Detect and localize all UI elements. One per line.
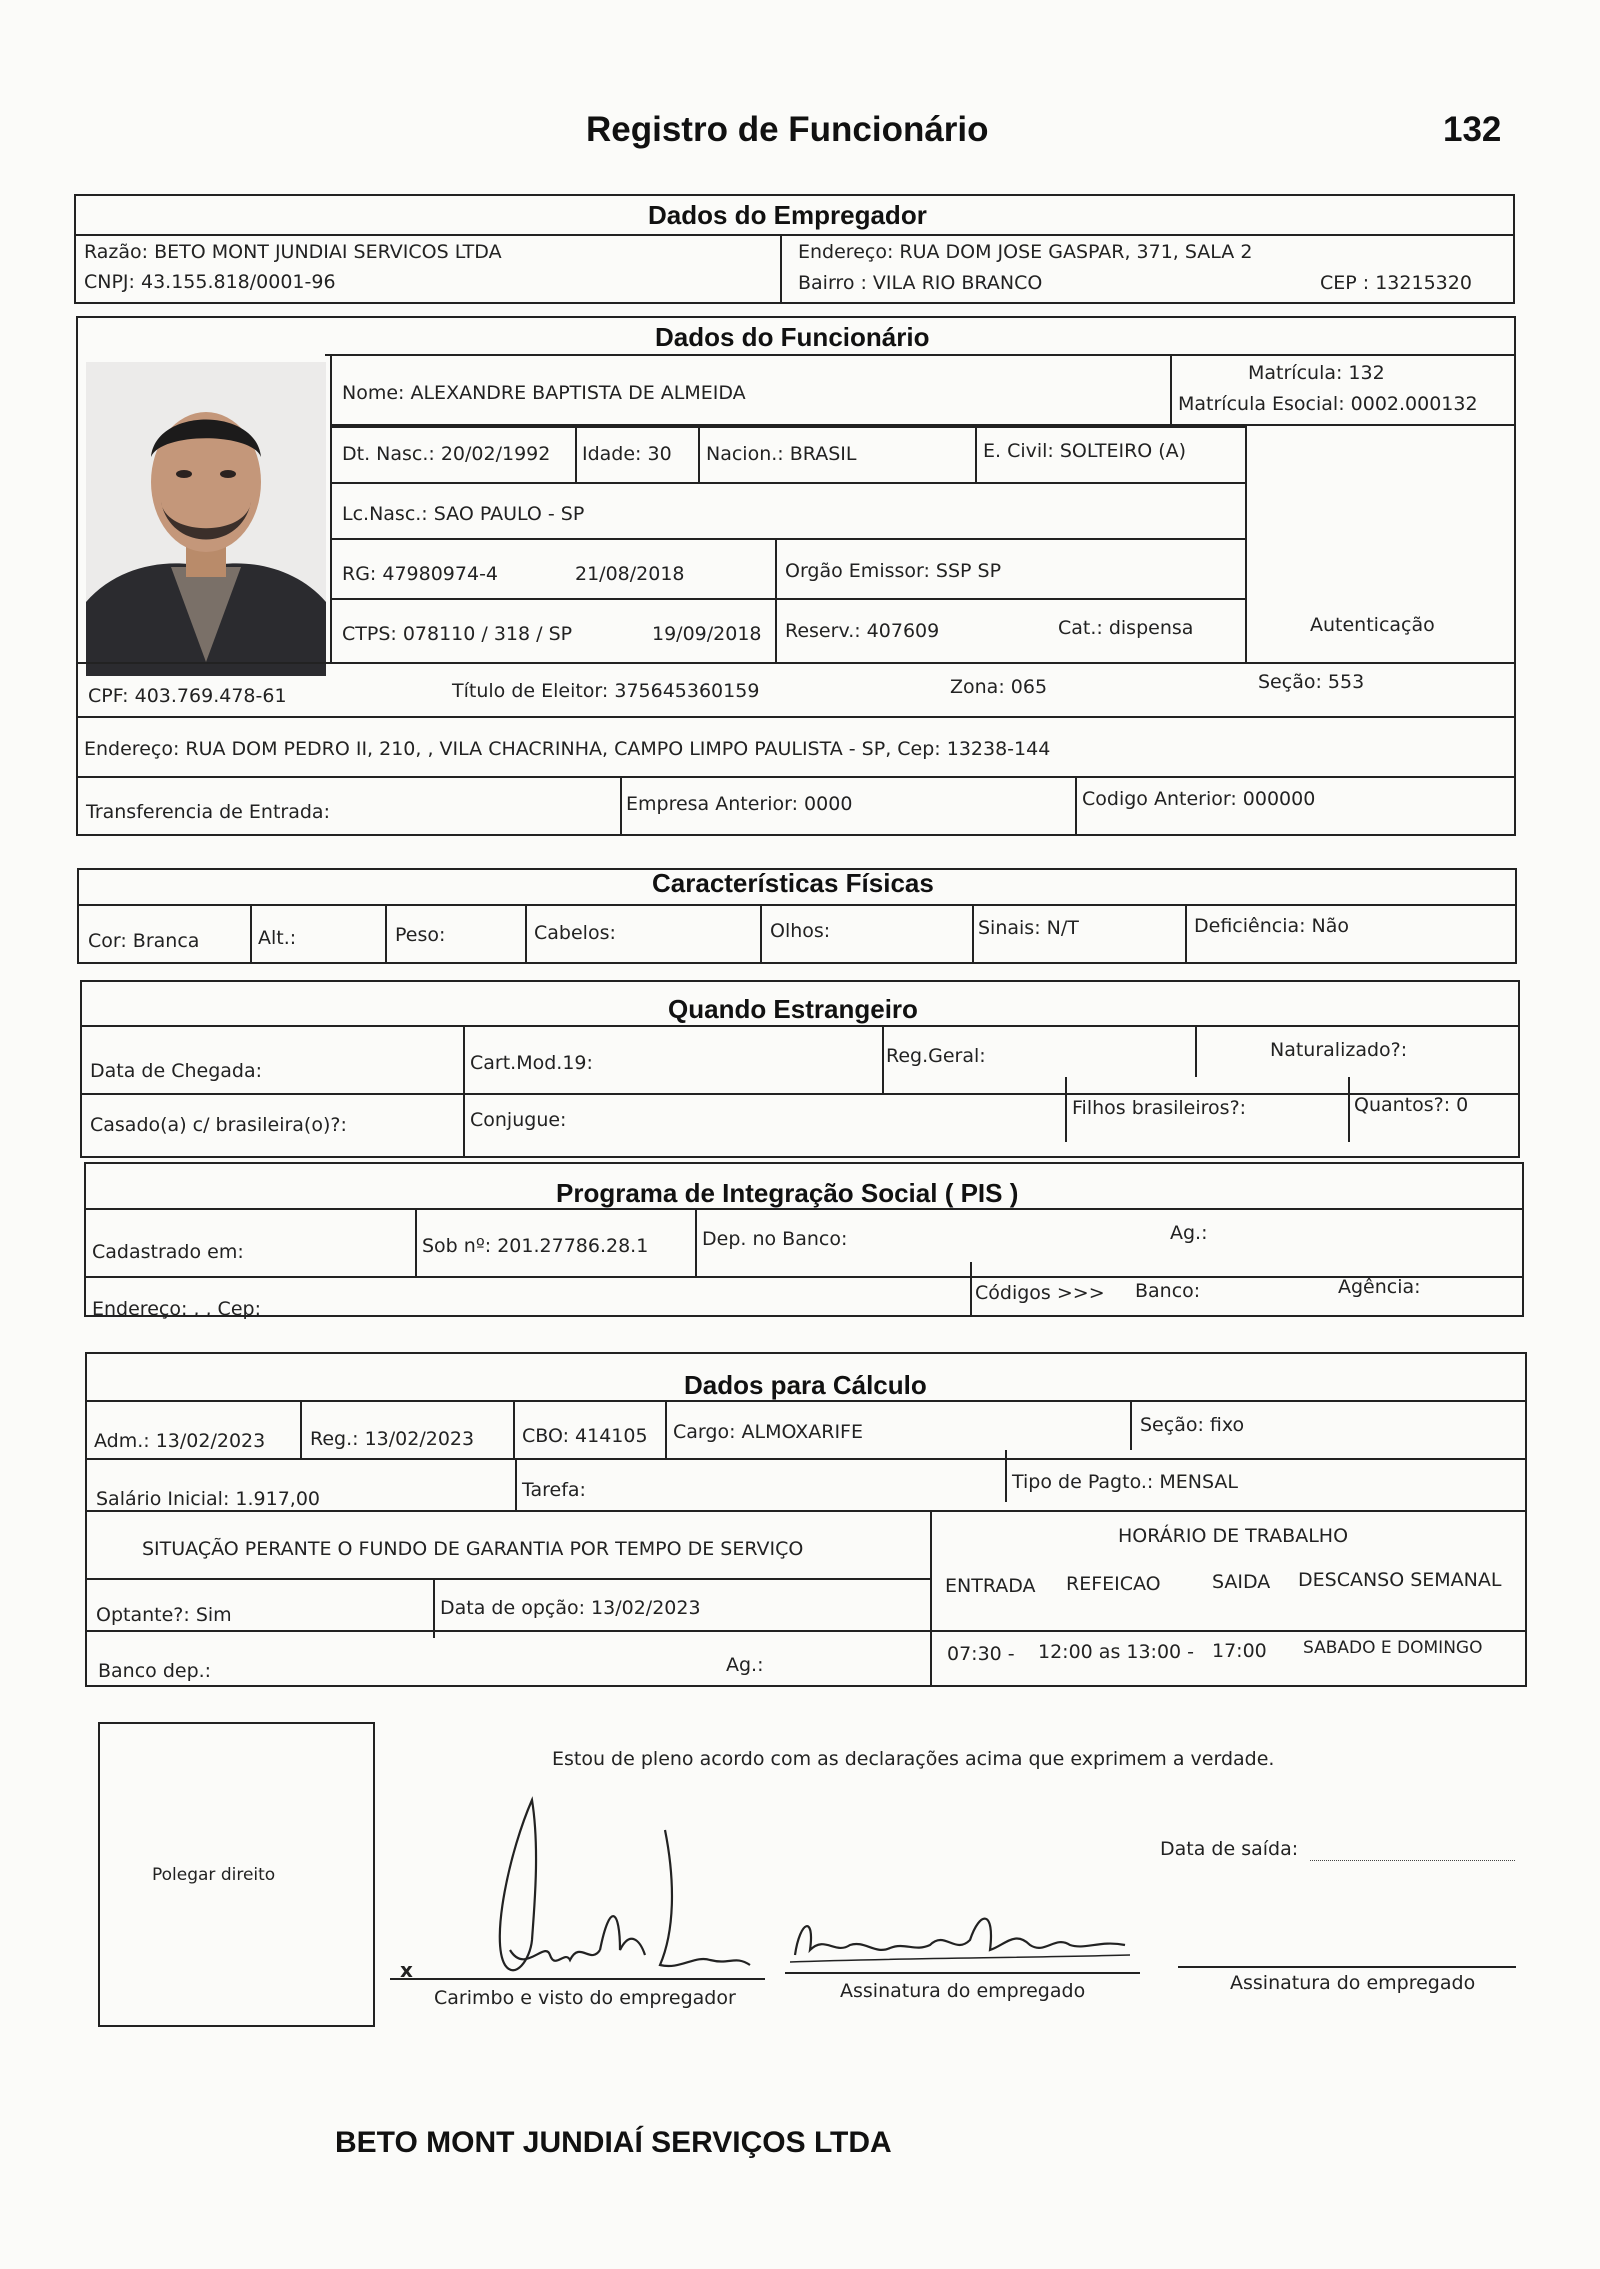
employee-signature bbox=[780, 1900, 1140, 1975]
pis-agencia: Agência: bbox=[1338, 1276, 1421, 1298]
page-title: Registro de Funcionário bbox=[586, 110, 989, 149]
employee-idade: Idade: 30 bbox=[582, 443, 672, 465]
physical-section-title: Características Físicas bbox=[652, 868, 934, 898]
calc-ag: Ag.: bbox=[726, 1654, 764, 1676]
employer-section-title: Dados do Empregador bbox=[648, 200, 927, 230]
foreign-conjugue: Conjugue: bbox=[470, 1109, 567, 1131]
employer-cep: CEP : 13215320 bbox=[1320, 272, 1472, 294]
polegar-label: Polegar direito bbox=[152, 1865, 276, 1885]
employee-lc-nasc: Lc.Nasc.: SAO PAULO - SP bbox=[342, 503, 585, 525]
employee-reserv: Reserv.: 407609 bbox=[785, 620, 940, 642]
calc-saida-time: 17:00 bbox=[1212, 1640, 1267, 1662]
physical-cabelos: Cabelos: bbox=[534, 922, 616, 944]
calc-tipo-pagto: Tipo de Pagto.: MENSAL bbox=[1012, 1471, 1238, 1493]
employee-dt-nasc: Dt. Nasc.: 20/02/1992 bbox=[342, 443, 551, 465]
employee-codigo-anterior: Codigo Anterior: 000000 bbox=[1082, 788, 1316, 810]
foreign-reg-geral: Reg.Geral: bbox=[886, 1045, 986, 1067]
calc-cbo: CBO: 414105 bbox=[522, 1425, 648, 1447]
pis-section-title: Programa de Integração Social ( PIS ) bbox=[556, 1178, 1019, 1208]
physical-cor: Cor: Branca bbox=[88, 930, 200, 952]
employer-address: Endereço: RUA DOM JOSE GASPAR, 371, SALA 2 bbox=[798, 241, 1253, 263]
calc-optante: Optante?: Sim bbox=[96, 1604, 232, 1626]
pis-ag: Ag.: bbox=[1170, 1222, 1208, 1244]
page-number: 132 bbox=[1443, 110, 1502, 149]
pis-dep-banco: Dep. no Banco: bbox=[702, 1228, 848, 1250]
employee-matricula: Matrícula: 132 bbox=[1248, 362, 1385, 384]
foreign-naturalizado: Naturalizado?: bbox=[1270, 1039, 1408, 1061]
calc-entrada-header: ENTRADA bbox=[945, 1575, 1036, 1597]
pis-sob-no: Sob nº: 201.27786.28.1 bbox=[422, 1235, 649, 1257]
employee-name: Nome: ALEXANDRE BAPTISTA DE ALMEIDA bbox=[342, 382, 746, 404]
footer-company: BETO MONT JUNDIAÍ SERVIÇOS LTDA bbox=[335, 2126, 892, 2159]
employer-cnpj: CNPJ: 43.155.818/0001-96 bbox=[84, 271, 336, 293]
calc-banco-dep: Banco dep.: bbox=[98, 1660, 212, 1682]
physical-deficiencia: Deficiência: Não bbox=[1194, 915, 1350, 937]
calc-tarefa: Tarefa: bbox=[522, 1479, 586, 1501]
employee-matricula-esocial: Matrícula Esocial: 0002.000132 bbox=[1178, 393, 1478, 415]
employee-rg: RG: 47980974-4 bbox=[342, 563, 499, 585]
calc-cargo: Cargo: ALMOXARIFE bbox=[673, 1421, 863, 1443]
employee-cpf: CPF: 403.769.478-61 bbox=[88, 685, 287, 707]
employee-portrait-image bbox=[86, 362, 326, 676]
employee-address: Endereço: RUA DOM PEDRO II, 210, , VILA CHACRINHA, CAMPO LIMPO PAULISTA - SP, Cep: 13238-144 bbox=[84, 738, 1051, 760]
employee-e-civil: E. Civil: SOLTEIRO (A) bbox=[983, 440, 1187, 462]
employee-ctps: CTPS: 078110 / 318 / SP bbox=[342, 623, 573, 645]
foreign-filhos: Filhos brasileiros?: bbox=[1072, 1097, 1247, 1119]
calc-data-opcao: Data de opção: 13/02/2023 bbox=[440, 1597, 701, 1619]
data-saida-label: Data de saída: bbox=[1160, 1838, 1299, 1860]
calc-section-title: Dados para Cálculo bbox=[684, 1370, 927, 1400]
employee-photo bbox=[86, 362, 326, 676]
physical-olhos: Olhos: bbox=[770, 920, 831, 942]
employer-razao: Razão: BETO MONT JUNDIAI SERVICOS LTDA bbox=[84, 241, 502, 263]
physical-peso: Peso: bbox=[395, 924, 446, 946]
calc-entrada-time: 07:30 - bbox=[947, 1643, 1015, 1665]
employee-section-title: Dados do Funcionário bbox=[655, 322, 930, 352]
data-saida-line bbox=[1310, 1860, 1515, 1861]
calc-secao: Seção: fixo bbox=[1140, 1414, 1245, 1436]
pis-endereco: Endereço: , , Cep: bbox=[92, 1298, 261, 1320]
calc-refeicao-header: REFEICAO bbox=[1066, 1573, 1161, 1595]
calc-refeicao-time: 12:00 as 13:00 - bbox=[1038, 1641, 1195, 1663]
assinatura-empregado-label-1: Assinatura do empregado bbox=[840, 1980, 1086, 2002]
employee-rg-date: 21/08/2018 bbox=[575, 563, 685, 585]
foreign-cart-mod: Cart.Mod.19: bbox=[470, 1052, 593, 1074]
physical-alt: Alt.: bbox=[258, 927, 297, 949]
employee-nacion: Nacion.: BRASIL bbox=[706, 443, 857, 465]
pis-cadastrado: Cadastrado em: bbox=[92, 1241, 244, 1263]
foreign-data-chegada: Data de Chegada: bbox=[90, 1060, 263, 1082]
employee-titulo-eleitor: Título de Eleitor: 375645360159 bbox=[452, 680, 760, 702]
carimbo-label: Carimbo e visto do empregador bbox=[434, 1987, 736, 2009]
autenticacao-label: Autenticação bbox=[1310, 614, 1435, 636]
assinatura-empregado-label-2: Assinatura do empregado bbox=[1230, 1972, 1476, 1994]
calc-saida-header: SAIDA bbox=[1212, 1571, 1271, 1593]
physical-sinais: Sinais: N/T bbox=[978, 917, 1079, 939]
pis-codigos: Códigos >>> bbox=[975, 1282, 1105, 1304]
employee-ctps-date: 19/09/2018 bbox=[652, 623, 762, 645]
employee-orgao-emissor: Orgão Emissor: SSP SP bbox=[785, 560, 1002, 582]
calc-adm: Adm.: 13/02/2023 bbox=[94, 1430, 266, 1452]
x-mark: x bbox=[400, 1958, 413, 1982]
calc-fgts: SITUAÇÃO PERANTE O FUNDO DE GARANTIA POR TEMPO DE SERVIÇO bbox=[142, 1538, 804, 1560]
foreign-section-title: Quando Estrangeiro bbox=[668, 994, 918, 1024]
calc-reg: Reg.: 13/02/2023 bbox=[310, 1428, 475, 1450]
employee-zona: Zona: 065 bbox=[950, 676, 1048, 698]
assinatura2-line bbox=[1178, 1966, 1516, 1968]
employee-empresa-anterior: Empresa Anterior: 0000 bbox=[626, 793, 853, 815]
foreign-casado: Casado(a) c/ brasileira(o)?: bbox=[90, 1114, 347, 1136]
pis-banco: Banco: bbox=[1135, 1280, 1201, 1302]
calc-descanso-value: SABADO E DOMINGO bbox=[1303, 1638, 1483, 1658]
calc-descanso-header: DESCANSO SEMANAL bbox=[1298, 1569, 1502, 1591]
employer-signature bbox=[470, 1790, 790, 1990]
calc-salario: Salário Inicial: 1.917,00 bbox=[96, 1488, 321, 1510]
employee-transferencia: Transferencia de Entrada: bbox=[86, 801, 330, 823]
employee-cat: Cat.: dispensa bbox=[1058, 617, 1194, 639]
declaracao-text: Estou de pleno acordo com as declarações acima que exprimem a verdade. bbox=[552, 1748, 1275, 1770]
calc-horario: HORÁRIO DE TRABALHO bbox=[1118, 1525, 1349, 1547]
employer-bairro: Bairro : VILA RIO BRANCO bbox=[798, 272, 1043, 294]
employee-secao: Seção: 553 bbox=[1258, 671, 1365, 693]
foreign-quantos: Quantos?: 0 bbox=[1354, 1094, 1469, 1116]
